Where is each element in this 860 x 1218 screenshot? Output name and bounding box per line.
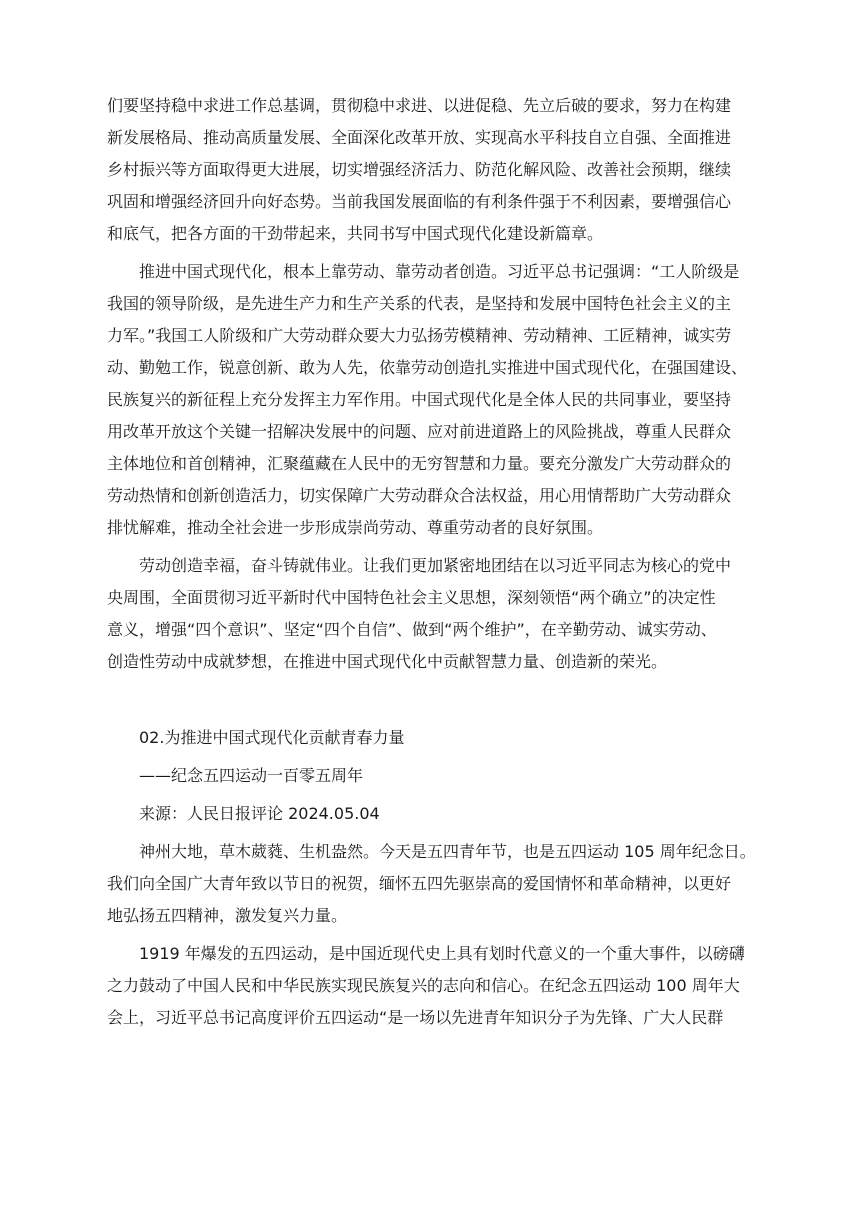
text-line: 乡村振兴等方面取得更大进展，切实增强经济活力、防范化解风险、改善社会预期，继续 <box>107 160 732 179</box>
article-title: 02.为推进中国式现代化贡献青春力量 <box>139 728 405 747</box>
text-line: 我们向全国广大青年致以节日的祝贺，缅怀五四先驱崇高的爱国情怀和革命精神，以更好 <box>107 874 732 893</box>
text-line: 们要坚持稳中求进工作总基调，贯彻稳中求进、以进促稳、先立后破的要求，努力在构建 <box>107 96 732 115</box>
section-spacer <box>107 678 767 722</box>
text-line: 主体地位和首创精神，汇聚蕴藏在人民中的无穷智慧和力量。要充分激发广大劳动群众的 <box>107 454 732 473</box>
article1-paragraph-2 <box>107 256 767 544</box>
text-line: 和底气，把各方面的干劲带起来，共同书写中国式现代化建设新篇章。 <box>107 224 604 243</box>
article2-paragraph-1 <box>107 836 767 932</box>
text-line: 推进中国式现代化，根本上靠劳动、靠劳动者创造。习近平总书记强调：“工人阶级是 <box>139 262 740 281</box>
text-line: 新发展格局、推动高质量发展、全面深化改革开放、实现高水平科技自立自强、全面推进 <box>107 128 732 147</box>
article2-paragraph-2 <box>107 938 767 1034</box>
text-line: 1919 年爆发的五四运动，是中国近现代史上具有划时代意义的一个重大事件，以磅礴 <box>139 944 745 963</box>
text-line: 会上，习近平总书记高度评价五四运动“是一场以先进青年知识分子为先锋、广大人民群 <box>107 1008 724 1027</box>
article2-header <box>107 722 767 830</box>
text-line: 地弘扬五四精神，激发复兴力量。 <box>107 906 348 925</box>
text-line: 劳动热情和创新创造活力，切实保障广大劳动群众合法权益，用心用情帮助广大劳动群众 <box>107 486 732 505</box>
text-line: 神州大地，草木葳蕤、生机盎然。今天是五四青年节，也是五四运动 105 周年纪念日。 <box>139 842 756 861</box>
text-line: 劳动创造幸福，奋斗铸就伟业。让我们更加紧密地团结在以习近平同志为核心的党中 <box>139 556 732 575</box>
text-line: 排忧解难，推动全社会进一步形成崇尚劳动、尊重劳动者的良好氛围。 <box>107 518 604 537</box>
text-line: 之力鼓动了中国人民和中华民族实现民族复兴的志向和信心。在纪念五四运动 100 周年大 <box>107 976 740 995</box>
text-line: 民族复兴的新征程上充分发挥主力军作用。中国式现代化是全体人民的共同事业，要坚持 <box>107 390 732 409</box>
article-subtitle: ——纪念五四运动一百零五周年 <box>139 766 364 785</box>
article1-paragraph-3 <box>107 550 767 678</box>
text-line: 意义，增强“四个意识”、坚定“四个自信”、做到“两个维护”，在辛勤劳动、诚实劳动、 <box>107 620 717 639</box>
text-line: 创造性劳动中成就梦想，在推进中国式现代化中贡献智慧力量、创造新的荣光。 <box>107 652 668 671</box>
document-body <box>107 90 767 1034</box>
article-source: 来源：人民日报评论 2024.05.04 <box>139 804 380 823</box>
text-line: 央周围，全面贯彻习近平新时代中国特色社会主义思想，深刻领悟“两个确立”的决定性 <box>107 588 716 607</box>
text-line: 我国的领导阶级，是先进生产力和生产关系的代表，是坚持和发展中国特色社会主义的主 <box>107 294 732 313</box>
text-line: 力军。”我国工人阶级和广大劳动群众要大力弘扬劳模精神、劳动精神、工匠精神，诚实劳 <box>107 326 732 345</box>
article1-paragraph-1 <box>107 90 767 250</box>
text-line: 用改革开放这个关键一招解决发展中的问题、应对前进道路上的风险挑战，尊重人民群众 <box>107 422 732 441</box>
text-line: 巩固和增强经济回升向好态势。当前我国发展面临的有利条件强于不利因素，要增强信心 <box>107 192 732 211</box>
text-line: 动、勤勉工作，锐意创新、敢为人先，依靠劳动创造扎实推进中国式现代化，在强国建设、 <box>107 358 748 377</box>
